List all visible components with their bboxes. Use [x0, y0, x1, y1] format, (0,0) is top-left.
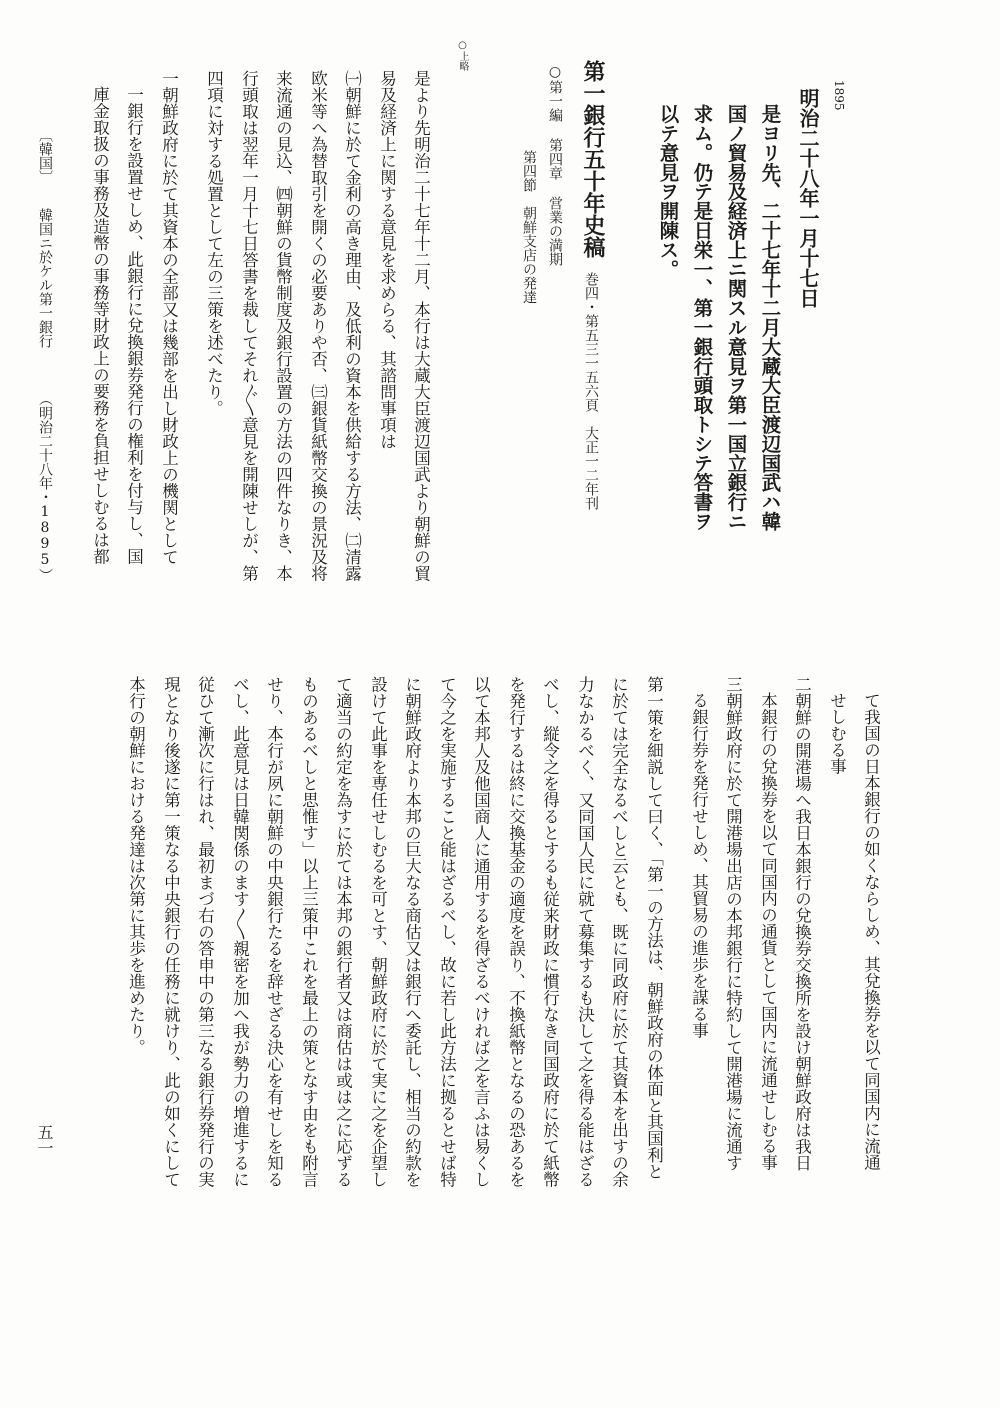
body-bottom-line-20: 従ひて漸次に行はれ、最初まづ右の答申中の第三なる銀行券発行の実: [195, 676, 215, 1188]
footer-category: 〔韓国〕: [37, 128, 53, 184]
body-bottom-line-10: べし、縦令之を得るとするも従来財政に慣行なき同国政府に於て紙幣: [540, 676, 560, 1188]
body-top-line-4: 欧米等へ為替取引を開くの必要ありや否、㈢銀貨紙幣交換の景況及将: [308, 70, 328, 582]
body-bottom-line-9: 力なかるべく、又同国人民に就て募集するも決して之を得る能はざる: [575, 676, 595, 1188]
body-top-line-10: 庫金取扱の事務及造幣の事務等財政上の要務を負担せしむるは都: [90, 86, 110, 565]
body-top-line-6: 行頭取は翌年一月十七日答書を裁してそれ〴〵意見を開陳せしが、第: [239, 70, 259, 582]
body-bottom-line-12: 以て本邦人及他国商人に通用するを得ざるべければ之を言ふは易くし: [471, 676, 491, 1188]
source-chapter: ○第一編 第四章 営業の満期: [547, 64, 563, 266]
body-bottom-line-4: 本銀行の兌換券を以て同国内の通貨として国内に流通せしむる事: [758, 692, 778, 1171]
body-top-line-9: 一銀行を設置せしめ、此銀行に兌換銀券発行の権利を付与し、国: [124, 86, 144, 565]
source-volume: 巻四・第五三一五六頁 大正一二年刊: [583, 272, 599, 510]
body-bottom-line-13: て今之を実施すること能はざるべし、故に若し此方法に拠るとせば特: [437, 676, 457, 1188]
body-bottom-line-18: せり、本行が夙に朝鮮の中央銀行たるを辞せざる決心を有せしを知る: [264, 676, 284, 1188]
entry-summary-line-3: 求ム。仍テ是日栄一、第一銀行頭取トシテ答書ヲ: [690, 104, 714, 531]
footer-running-title: 韓国ニ於ケル第一銀行: [37, 208, 53, 348]
body-top-line-7: 四項に対する処置として左の三策を述べたり。: [204, 70, 224, 417]
entry-summary-line-2: 国ノ貿易及経済上ニ関スル意見ヲ第一国立銀行ニ: [724, 104, 748, 531]
body-bottom-line-2: せしむる事: [827, 692, 847, 775]
body-bottom-line-16: て適当の約定を為すに於ては本邦の銀行者又は商估は或は之に応ずる: [333, 676, 353, 1188]
entry-summary-line-1: 是ヨリ先、二十七年十二月大蔵大臣渡辺国武ハ韓: [758, 104, 782, 531]
body-bottom-line-14: に朝鮮政府より本邦の巨大なる商估又は銀行へ委託し、相当の約款を: [402, 676, 422, 1188]
source-title: 第一銀行五十年史稿: [580, 60, 606, 258]
body-bottom-line-19: べし、此意見は日韓関係のます〳〵親密を加へ我が勢力の増進するに: [230, 676, 250, 1188]
body-bottom-line-17: ものあるべしと思惟す」以上三策中これを最上の策となす由をも附言: [299, 676, 319, 1188]
year-marker: 1895: [832, 80, 846, 111]
body-bottom-line-7: 第一策を細説して曰く、「第一の方法は、朝鮮政府の体面と其国利と: [644, 676, 664, 1180]
body-bottom-line-11: を発行するは終に交換基金の適度を誤り、不換紙幣となるの恐あるを: [506, 676, 526, 1188]
footer-era: （明治二十八年・1895）: [37, 392, 53, 582]
body-top-line-5: 来流通の見込、㈣朝鮮の貨幣制度及銀行設置の方法の四件なりき、本: [273, 70, 293, 582]
body-bottom-line-22: 本行の朝鮮における発達は次第に其歩を進めたり。: [126, 676, 146, 1056]
page-number: 五一: [35, 1124, 54, 1156]
body-bottom-line-15: 設けて此事を専任せしむるを可とす、朝鮮政府に於て実に之を企望し: [368, 676, 388, 1188]
body-bottom-line-21: 現となり後遂に第一策なる中央銀行の任務に就けり、此の如くにして: [161, 676, 181, 1188]
entry-date: 明治二十八年一月十七日: [796, 88, 820, 308]
body-bottom-line-1: て我国の日本銀行の如くならしめ、其兌換券を以て同国内に流通: [861, 692, 881, 1171]
body-bottom-line-3: 二朝鮮の開港場へ我日本銀行の兌換券交換所を設け朝鮮政府は我日: [792, 676, 812, 1171]
body-bottom-line-8: に於ては完全なるべしと云とも、既に同政府に於て其資本を出すの余: [609, 676, 629, 1188]
entry-summary-line-4: 以テ意見ヲ開陳ス。: [656, 104, 680, 279]
body-top-line-2: 易及経済上に関する意見を求めらる、其諮問事項は: [377, 70, 397, 450]
body-bottom-line-5: 三朝鮮政府に於て開港場出店の本邦銀行に特約して開港場に流通す: [723, 676, 743, 1171]
body-top-line-1: 是より先明治二十七年十二月、本行は大蔵大臣渡辺国武より朝鮮の貿: [411, 70, 431, 582]
source-section: 第四節 朝鮮支店の発達: [521, 150, 537, 304]
body-top-line-8: 一朝鮮政府に於て其資本の全部又は幾部を出し財政上の機関として: [159, 70, 179, 565]
body-bottom-line-6: る銀行券を発行せしめ、其貿易の進歩を謀る事: [689, 692, 709, 1039]
body-top-line-3: ㈠朝鮮に於て金利の高き理由、及低利の資本を供給する方法、㈡清露: [342, 70, 362, 582]
omission-note: ○上略: [457, 40, 468, 71]
